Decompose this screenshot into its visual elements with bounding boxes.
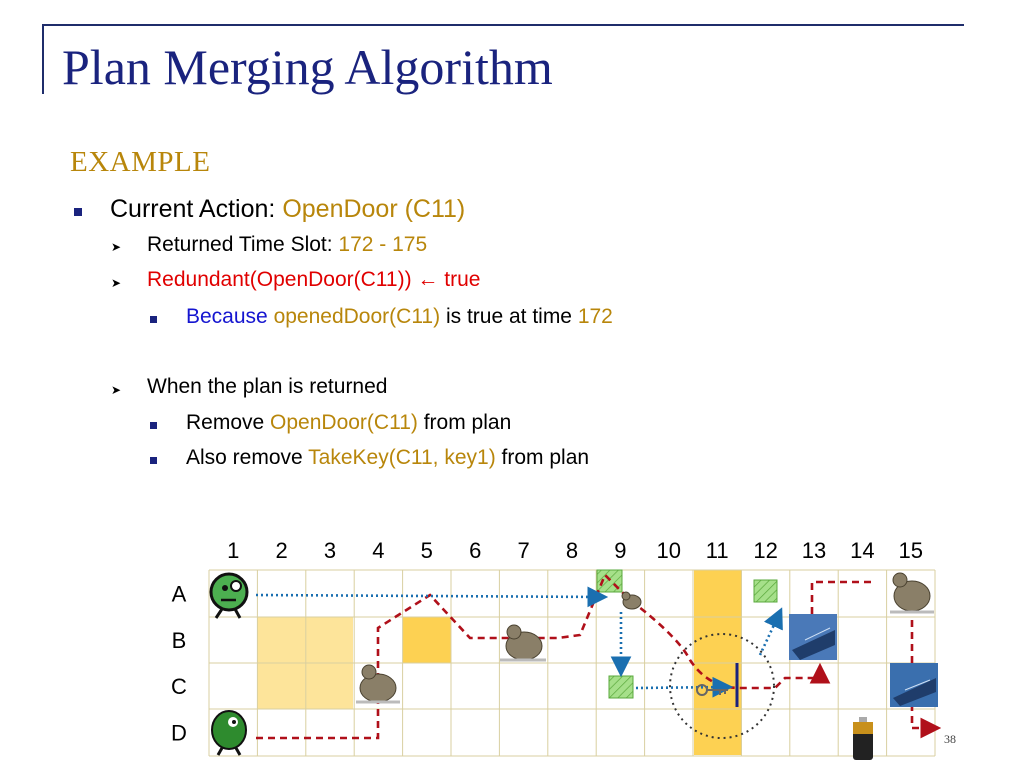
also-action: TakeKey(C11, key1)	[308, 446, 496, 469]
column-label: 8	[565, 538, 579, 563]
column-label: 12	[753, 538, 778, 563]
column-label: 3	[323, 538, 337, 563]
column-label: 5	[420, 538, 433, 563]
column-label: 6	[469, 538, 482, 563]
redundant-label: Redundant(OpenDoor(C11))	[147, 268, 418, 291]
left-arrow-icon: ←	[417, 268, 439, 291]
remove-word: Remove	[186, 411, 271, 434]
row-label: C	[171, 674, 187, 699]
returned-slot-label: Returned Time Slot:	[147, 233, 339, 256]
column-label: 9	[614, 538, 627, 563]
red-path-segment	[812, 582, 872, 614]
row-label: D	[171, 720, 187, 746]
column-label: 2	[275, 538, 288, 563]
row-label: A	[171, 581, 187, 607]
monkey-icon	[356, 665, 400, 702]
hatched-cell	[609, 676, 633, 698]
monkey-icon	[890, 573, 934, 612]
column-label: 15	[898, 538, 924, 563]
also-tail: from plan	[495, 446, 590, 469]
column-label: 14	[850, 538, 875, 563]
row-label: B	[171, 628, 187, 653]
also-word: Also remove	[186, 446, 309, 469]
arrow-bullet-icon: ➤	[111, 240, 122, 254]
solar-panel-icon	[789, 614, 837, 660]
robot-a-icon	[211, 574, 247, 618]
column-label: 13	[801, 538, 827, 563]
current-action-label: Current Action:	[110, 195, 283, 223]
slide-title: Plan Merging Algorithm	[62, 39, 553, 95]
remove-tail: from plan	[417, 411, 512, 434]
column-labels	[227, 538, 923, 563]
column-label: 7	[517, 538, 530, 563]
monkey-icon	[500, 625, 546, 660]
because-time: 172	[577, 305, 613, 328]
returned-slot-value: 172 - 175	[338, 233, 428, 256]
column-label: 11	[705, 538, 729, 563]
arrow-bullet-icon: ➤	[111, 276, 122, 290]
monkey-icon	[622, 592, 641, 609]
because-word: Because	[186, 305, 274, 328]
column-label: 1	[227, 538, 240, 563]
arrow-bullet-icon: ➤	[111, 383, 122, 397]
slide-number: 38	[944, 732, 956, 746]
solar-panel-icon	[890, 663, 938, 707]
remove-action: OpenDoor(C11)	[270, 411, 418, 434]
because-predicate: openedDoor(C11)	[273, 305, 441, 328]
row-labels	[171, 582, 187, 746]
slide-subtitle: EXAMPLE	[70, 146, 211, 178]
robot-d-icon	[212, 711, 246, 755]
battery-icon	[853, 717, 873, 760]
because-middle: is true at time	[440, 305, 578, 328]
when-returned-line: When the plan is returned	[147, 375, 388, 398]
column-label: 10	[656, 538, 682, 563]
shaded-cell	[403, 617, 451, 663]
redundant-value: true	[438, 268, 481, 291]
current-action-value: OpenDoor (C11)	[282, 195, 466, 223]
blue-path-arrow	[760, 612, 780, 655]
hatched-cell	[754, 580, 777, 602]
column-label: 4	[372, 538, 385, 563]
